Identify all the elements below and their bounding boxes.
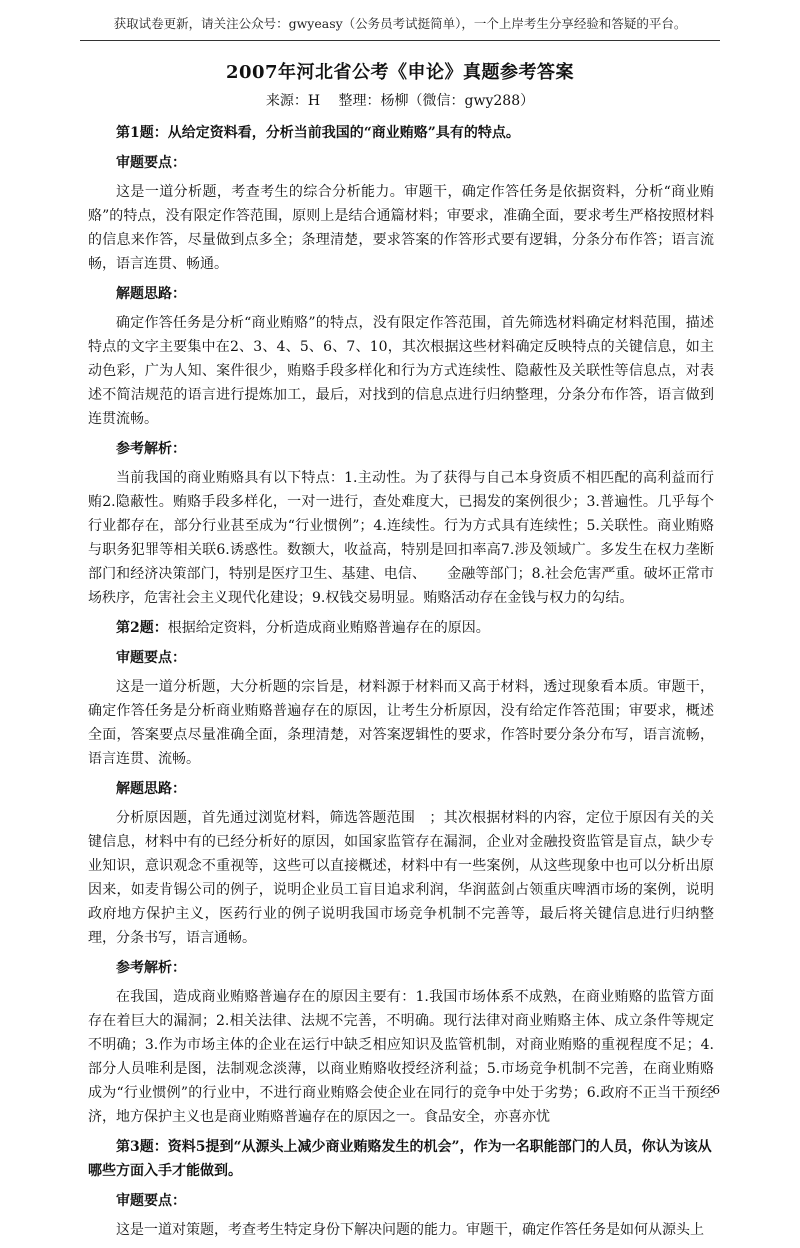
q2-review-text: 这是一道分析题，大分析题的宗旨是，材料源于材料而又高于材料，透过现象看本质。审题干，确定作答任务是分析商业贿赂普遍存在的原因，让考生分析原因，没有给定作答范围；审要求，概述全面，答案要点尽量准确全面，条理清楚，对答案逻辑性的要求，作答时要分条分布写，语言流畅，语言连贯、流畅。	[88, 679, 714, 767]
q2-approach-heading: 解题思路：	[116, 781, 186, 797]
document-body	[88, 121, 714, 1248]
header-divider	[80, 40, 720, 41]
question-1-label: 第1题：	[116, 125, 168, 141]
q1-review-heading: 审题要点：	[116, 155, 186, 171]
question-1-prompt: 从给定资料看，分析当前我国的“商业贿赂”具有的特点。	[167, 125, 520, 141]
q1-approach-text: 确定作答任务是分析“商业贿赂”的特点，没有限定作答范围，首先筛选材料确定材料范围，描述特点的文字主要集中在2、3、4、5、6、7、10，其次根据这些材料确定反映特点的关键信息，如主动色彩，广为人知、案件很少，贿赂手段多样化和行为方式连续性、隐蔽性及关联性等信息点，对表述不简洁规范的语言进行提炼加工，最后，对找到的信息点进行归纳整理，分条分布作答，语言做到连贯流畅。	[88, 315, 714, 427]
source-line	[0, 90, 800, 110]
q2-answer-text: 在我国，造成商业贿赂普遍存在的原因主要有：1.我国市场体系不成熟，在商业贿赂的监管方面存在着巨大的漏洞；2.相关法律、法规不完善，不明确。现行法律对商业贿赂主体、成立条件等规定不明确；3.作为市场主体的企业在运行中缺乏相应知识及监管机制，对商业贿赂的重视程度不足；4.部分人员唯利是图，法制观念淡薄，以商业贿赂收授经济利益；5.市场竞争机制不完善，在商业贿赂成为“行业惯例”的行业中，不进行商业贿赂会使企业在同行的竞争中处于劣势；6.政府不正当干预经济，地方保护主义也是商业贿赂普遍存在的原因之一。食品安全，亦喜亦忧	[88, 989, 714, 1125]
question-3-prompt: 资料5提到“从源头上减少商业贿赂发生的机会”，作为一名职能部门的人员，你认为该从哪些方面入手才能做到。	[88, 1139, 712, 1179]
question-3	[88, 1135, 714, 1183]
question-1	[88, 121, 714, 145]
question-2-prompt: 根据给定资料，分析造成商业贿赂普遍存在的原因。	[167, 620, 490, 636]
q3-review-text: 这是一道对策题，考查考生特定身份下解决问题的能力。审题干，确定作答任务是如何从源头上	[116, 1222, 704, 1238]
q1-approach-heading: 解题思路：	[116, 286, 186, 302]
question-3-label: 第3题：	[116, 1139, 168, 1155]
q2-review-heading: 审题要点：	[116, 650, 186, 666]
document-title: 2007年河北省公考《申论》真题参考答案	[225, 62, 575, 83]
editor-label: 整理：杨柳（微信：gwy288）	[338, 93, 535, 109]
q2-approach-text: 分析原因题，首先通过浏览材料，筛选答题范围 ；其次根据材料的内容，定位于原因有关的关键信息，材料中有的已经分析好的原因，如国家监管存在漏洞，企业对金融投资监管是盲点，缺少专业知识，意识观念不重视等，这些可以直接概述，材料中有一些案例，从这些现象中也可以分析出原因来，如麦肯锡公司的例子，说明企业员工盲目追求利润，华润蓝剑占领重庆啤酒市场的案例，说明政府地方保护主义，医药行业的例子说明我国市场竞争机制不完善等，最后将关键信息进行归纳整理，分条书写，语言通畅。	[88, 810, 714, 946]
q3-review-heading: 审题要点：	[116, 1193, 186, 1209]
q1-answer-heading: 参考解析：	[116, 441, 186, 457]
q1-review-text: 这是一道分析题，考查考生的综合分析能力。审题干，确定作答任务是依据资料，分析“商业贿赂”的特点，没有限定作答范围，原则上是结合通篇材料；审要求，准确全面，要求考生严格按照材料的信息来作答，尽量做到点多全；条理清楚，要求答案的作答形式要有逻辑，分条分布作答；语言流畅，语言连贯、畅通。	[88, 184, 714, 272]
q2-answer-heading: 参考解析：	[116, 960, 186, 976]
question-2-label: 第2题：	[116, 620, 168, 636]
source-label: 来源：H	[265, 93, 321, 109]
q1-answer-text: 当前我国的商业贿赂具有以下特点：1.主动性。为了获得与自己本身资质不相匹配的高利益而行贿2.隐蔽性。贿赂手段多样化，一对一进行，查处难度大，已揭发的案例很少；3.普遍性。几乎每个行业都存在，部分行业甚至成为“行业惯例”；4.连续性。行为方式具有连续性；5.关联性。商业贿赂与职务犯罪等相关联6.诱惑性。数额大，收益高，特别是回扣率高7.涉及领域广。多发生在权力垄断部门和经济决策部门，特别是医疗卫生、基建、电信、 金融等部门；8.社会危害严重。破坏正常市场秩序，危害社会主义现代化建设；9.权钱交易明显。贿赂活动存在金钱与权力的勾结。	[88, 470, 714, 606]
header-note: 获取试卷更新，请关注公众号：gwyeasy（公务员考试挺简单），一个上岸考生分享经验和答疑的平台。	[113, 16, 687, 31]
question-2	[88, 616, 714, 640]
page-number: 6	[712, 1083, 720, 1097]
